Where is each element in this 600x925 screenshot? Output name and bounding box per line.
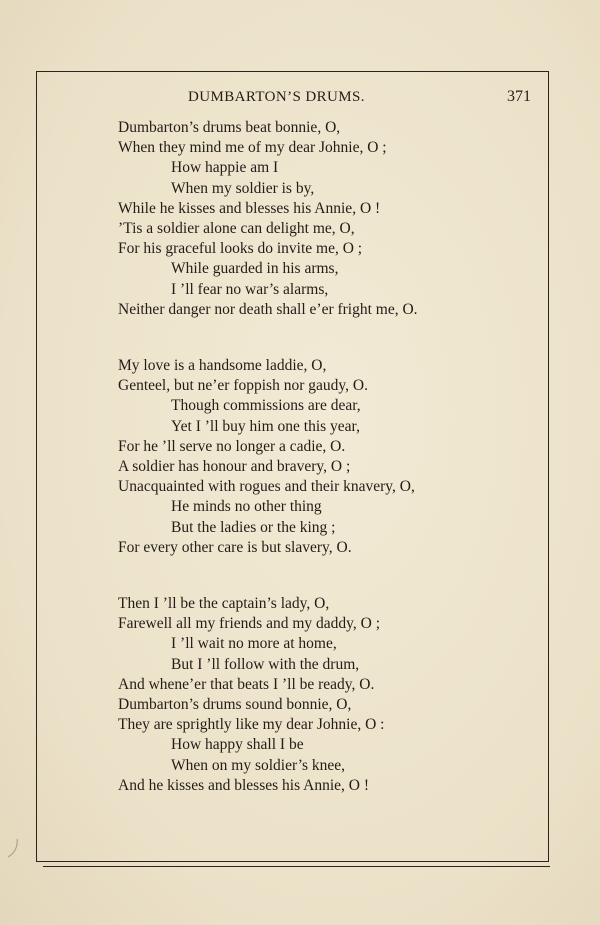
verse-line: Farewell all my friends and my daddy, O ; xyxy=(118,615,381,633)
verse-line: And whene’er that beats I ’ll be ready, O. xyxy=(118,675,375,693)
running-title: DUMBARTON’S DRUMS. xyxy=(188,89,365,105)
verse-line: While guarded in his arms, xyxy=(171,260,339,278)
verse-line: Unacquainted with rogues and their knavery, O, xyxy=(118,478,415,496)
verse-line: But the ladies or the king ; xyxy=(171,518,336,536)
page-number: 371 xyxy=(507,88,531,105)
poem-stanza-3 xyxy=(118,594,538,796)
verse-line: But I ’ll follow with the drum, xyxy=(171,655,360,673)
verse-line: For every other care is but slavery, O. xyxy=(118,538,352,556)
page-bottom-rule xyxy=(43,866,550,867)
poem-stanza-1 xyxy=(118,118,538,320)
verse-line: For his graceful looks do invite me, O ; xyxy=(118,240,363,258)
verse-line: I ’ll wait no more at home, xyxy=(171,635,337,653)
verse-line: When my soldier is by, xyxy=(171,179,315,197)
verse-line: Then I ’ll be the captain’s lady, O, xyxy=(118,595,330,612)
verse-line: For he ’ll serve no longer a cadie, O. xyxy=(118,437,346,455)
verse-line: Genteel, but ne’er foppish nor gaudy, O. xyxy=(118,377,368,395)
verse-line: He minds no other thing xyxy=(171,498,322,516)
verse-line: When on my soldier’s knee, xyxy=(171,756,346,774)
poem-stanza-2 xyxy=(118,356,538,558)
verse-line: A soldier has honour and bravery, O ; xyxy=(118,457,351,475)
verse-line: Yet I ’ll buy him one this year, xyxy=(171,417,360,435)
verse-line: While he kisses and blesses his Annie, O ! xyxy=(118,199,381,217)
verse-line: ’Tis a soldier alone can delight me, O, xyxy=(118,219,355,237)
verse-line: They are sprightly like my dear Johnie, O : xyxy=(118,716,385,734)
pencil-mark xyxy=(6,838,20,858)
verse-line: I ’ll fear no war’s alarms, xyxy=(171,280,329,298)
verse-line: My love is a handsome laddie, O, xyxy=(118,357,327,374)
verse-line: How happy shall I be xyxy=(171,736,304,754)
verse-line: Though commissions are dear, xyxy=(171,397,361,415)
verse-line: Dumbarton’s drums sound bonnie, O, xyxy=(118,695,352,713)
verse-line: Dumbarton’s drums beat bonnie, O, xyxy=(118,119,341,136)
verse-line: Neither danger nor death shall e’er fright me, O. xyxy=(118,300,418,318)
verse-line: How happie am I xyxy=(171,159,279,177)
verse-line: And he kisses and blesses his Annie, O ! xyxy=(118,776,369,794)
verse-line: When they mind me of my dear Johnie, O ; xyxy=(118,139,387,157)
